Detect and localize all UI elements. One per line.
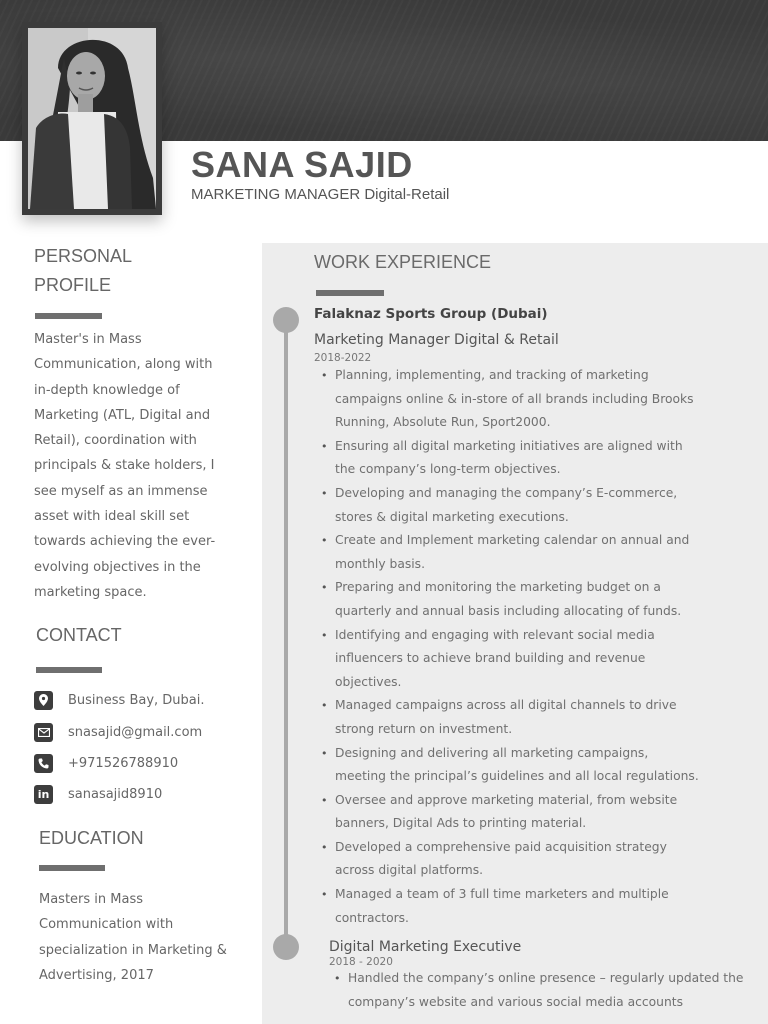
education-line: Advertising, 2017 (39, 967, 154, 983)
job-bullet-line: contractors. (335, 910, 409, 925)
contact-phone[interactable] (34, 753, 178, 773)
email-icon (34, 723, 53, 742)
profile-line: Master's in Mass (34, 332, 142, 347)
job-bullet-line: influencers to achieve brand building and revenue (335, 651, 646, 666)
company-name: Falaknaz Sports Group (Dubai) (314, 306, 548, 322)
candidate-job-title: MARKETING MANAGER Digital-Retail (191, 186, 450, 203)
education-line: Communication with (39, 917, 174, 933)
job-role-1: Marketing Manager Digital & Retail (314, 332, 559, 348)
timeline-line (284, 320, 288, 948)
job-bullet-item (314, 883, 754, 930)
profile-heading (34, 242, 132, 300)
profile-line: towards achieving the ever- (34, 534, 216, 550)
profile-heading-bar (35, 313, 102, 319)
profile-line: principals & stake holders, I (34, 458, 215, 474)
linkedin-icon: in (34, 785, 53, 804)
job-bullet-item (327, 967, 767, 1014)
contact-email-text[interactable]: snasajid@gmail.com (68, 724, 203, 740)
job-bullet-line: • Designing and delivering all marketing campaigns, (335, 745, 649, 760)
job-bullet-line: • Ensuring all digital marketing initiatives are aligned with (335, 438, 683, 453)
job-bullet-line: strong return on investment. (335, 721, 513, 736)
profile-photo-frame (22, 22, 162, 215)
profile-photo (28, 28, 156, 209)
job-bullet-item (314, 789, 754, 836)
job-bullet-line: • Managed campaigns across all digital channels to drive (335, 698, 677, 713)
job-bullet-item (314, 742, 754, 789)
work-experience-heading-bar (316, 290, 384, 296)
job-bullet-line: meeting the principal’s guidelines and all local regulations. (335, 769, 699, 784)
job-bullet-line: monthly basis. (335, 556, 425, 571)
job-dates-1: 2018-2022 (314, 352, 372, 364)
contact-phone-text[interactable]: +971526788910 (68, 755, 179, 771)
education-line: specialization in Marketing & (39, 942, 227, 958)
timeline-dot-2 (273, 934, 299, 960)
job-bullet-line: objectives. (335, 674, 402, 689)
education-text (39, 887, 254, 988)
education-line: Masters in Mass (39, 892, 144, 907)
contact-email[interactable] (34, 722, 202, 742)
profile-line: asset with ideal skill set (34, 509, 190, 525)
job-bullet-line: • Oversee and approve marketing material, from website (335, 792, 678, 807)
job-bullet-item (314, 529, 754, 576)
contact-heading-bar (36, 667, 102, 673)
profile-heading-line1: PERSONAL (34, 246, 133, 266)
contact-heading: CONTACT (36, 625, 122, 645)
job-bullet-line: the company’s long-term objectives. (335, 462, 561, 477)
profile-text (34, 327, 249, 605)
job-bullets-1 (314, 364, 754, 930)
job-bullet-line: banners, Digital Ads to printing material. (335, 816, 587, 831)
job-bullet-line: • Developing and managing the company’s E-commerce, (335, 485, 678, 500)
job-bullet-line: stores & digital marketing executions. (335, 509, 569, 524)
job-bullets-2 (327, 967, 767, 1014)
profile-line: marketing space. (34, 584, 147, 600)
job-bullet-item (314, 836, 754, 883)
education-heading: EDUCATION (39, 828, 144, 848)
contact-location-text: Business Bay, Dubai. (68, 692, 205, 708)
job-bullet-item (314, 482, 754, 529)
job-bullet-line: quarterly and annual basis including allocating of funds. (335, 603, 682, 618)
phone-icon (34, 754, 53, 773)
contact-linkedin-text[interactable]: sanasajid8910 (68, 786, 163, 802)
contact-linkedin[interactable] (34, 784, 162, 804)
job-bullet-line: Running, Absolute Run, Sport2000. (335, 415, 551, 430)
job-bullet-line: • Handled the company’s online presence – regularly updated the (348, 971, 744, 985)
timeline-dot-1 (273, 307, 299, 333)
job-bullet-line: company’s website and various social media accounts (348, 994, 683, 1009)
education-heading-bar (39, 865, 105, 871)
job-role-2: Digital Marketing Executive (329, 939, 522, 955)
contact-location (34, 690, 205, 710)
profile-line: Retail), coordination with (34, 433, 197, 449)
profile-line: Communication, along with (34, 357, 213, 373)
job-bullet-line: • Preparing and monitoring the marketing budget on a (335, 580, 661, 595)
job-bullet-line: • Create and Implement marketing calendar on annual and (335, 533, 690, 548)
profile-line: see myself as an immense (34, 483, 208, 499)
location-pin-icon (34, 691, 53, 710)
job-bullet-line: across digital platforms. (335, 863, 484, 878)
job-bullet-item (314, 624, 754, 695)
profile-line: in-depth knowledge of (34, 382, 180, 398)
work-experience-heading: WORK EXPERIENCE (314, 252, 492, 272)
job-bullet-item (314, 576, 754, 623)
job-bullet-item (314, 435, 754, 482)
profile-line: evolving objectives in the (34, 559, 201, 575)
job-bullet-item (314, 364, 754, 435)
job-bullet-line: • Managed a team of 3 full time marketers and multiple (335, 887, 669, 902)
candidate-name: SANA SAJID (191, 144, 413, 185)
job-bullet-line: • Planning, implementing, and tracking of marketing (335, 368, 649, 382)
job-bullet-line: • Identifying and engaging with relevant social media (335, 627, 655, 642)
job-bullet-item (314, 694, 754, 741)
job-bullet-line: • Developed a comprehensive paid acquisition strategy (335, 839, 667, 854)
profile-line: Marketing (ATL, Digital and (34, 407, 211, 423)
profile-heading-line2: PROFILE (34, 275, 112, 295)
job-dates-2: 2018 - 2020 (329, 956, 393, 968)
job-bullet-line: campaigns online & in-store of all brands including Brooks (335, 391, 694, 406)
